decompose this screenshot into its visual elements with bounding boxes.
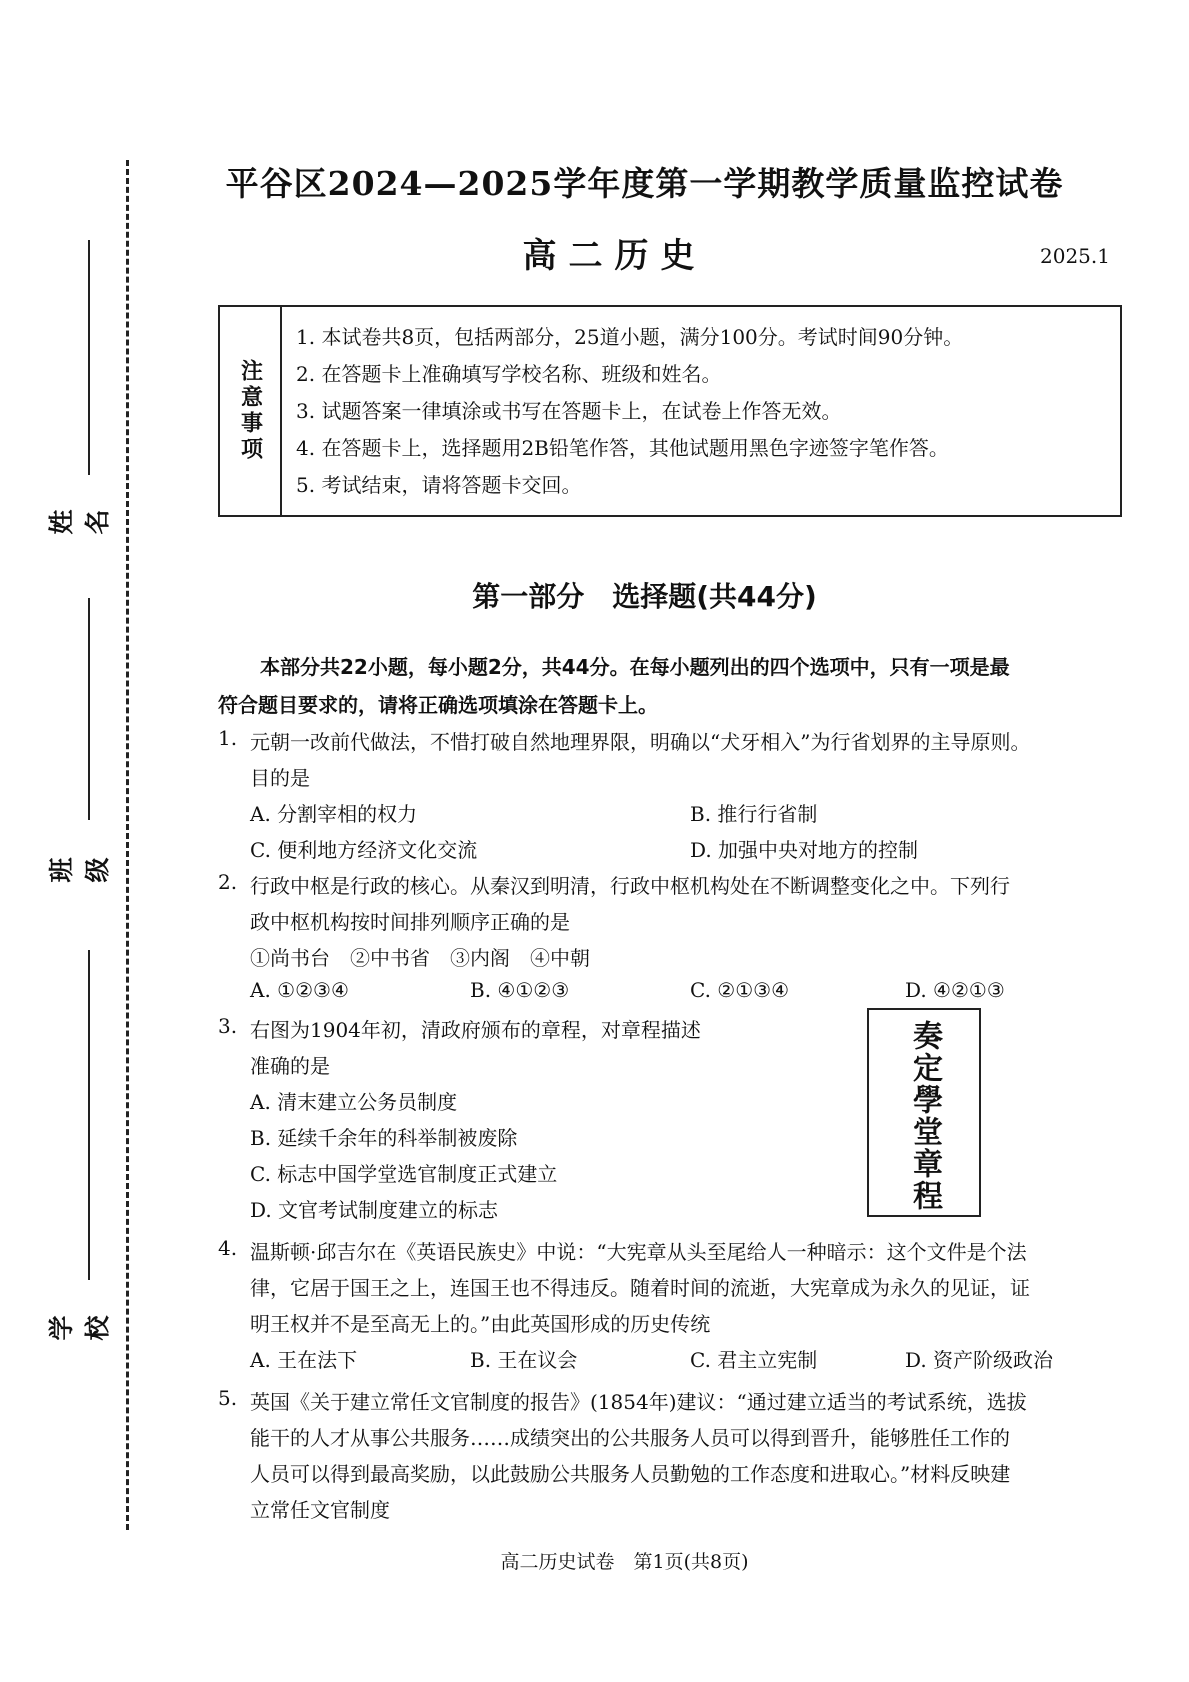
question-number: 4. <box>218 1236 238 1260</box>
question-number: 3. <box>218 1014 238 1038</box>
regulation-title: 奏定學堂章程 <box>907 1019 942 1212</box>
question-stem: 人员可以得到最高奖励，以此鼓励公共服务人员勤勉的工作态度和进取心。”材料反映建 <box>250 1462 1011 1486</box>
option-d[interactable]: D. 加强中央对地方的控制 <box>690 838 919 862</box>
option-c[interactable]: C. ②①③④ <box>690 978 790 1002</box>
question-stem: 右图为1904年初，清政府颁布的章程，对章程描述 <box>250 1018 701 1042</box>
question-stem: 目的是 <box>250 766 310 790</box>
exam-title: 平谷区2024—2025学年度第一学期教学质量监控试卷 <box>225 164 1064 203</box>
option-a[interactable]: A. ①②③④ <box>250 978 349 1002</box>
class-label: 班级 <box>47 857 112 883</box>
question-stem: 律，它居于国王之上，连国王也不得违反。随着时间的流逝，大宪章成为永久的见证，证 <box>250 1276 1030 1300</box>
question-stem: 准确的是 <box>250 1054 330 1078</box>
option-b[interactable]: B. ④①②③ <box>470 978 570 1002</box>
question-number: 2. <box>218 870 238 894</box>
question-stem: 立常任文官制度 <box>250 1498 390 1522</box>
school-field[interactable] <box>47 950 112 1350</box>
option-a[interactable]: A. 清末建立公务员制度 <box>250 1090 458 1114</box>
option-b[interactable]: B. 推行行省制 <box>690 802 818 826</box>
class-field[interactable] <box>47 598 112 888</box>
notice-item: 5. 考试结束，请将答题卡交回。 <box>296 473 582 497</box>
notice-item: 2. 在答题卡上准确填写学校名称、班级和姓名。 <box>296 362 722 386</box>
option-c[interactable]: C. 君主立宪制 <box>690 1348 818 1372</box>
option-b[interactable]: B. 延续千余年的科举制被废除 <box>250 1126 518 1150</box>
question-stem: 能干的人才从事公共服务……成绩突出的公共服务人员可以得到晋升，能够胜任工作的 <box>250 1426 1010 1450</box>
name-label: 姓名 <box>47 509 112 535</box>
class-underline <box>88 598 90 820</box>
section-instructions <box>218 648 1118 724</box>
option-d[interactable]: D. 资产阶级政治 <box>905 1348 1054 1372</box>
regulation-document-image <box>867 1008 981 1217</box>
exam-date: 2025.1 <box>1040 244 1110 268</box>
name-field[interactable] <box>47 240 112 535</box>
option-d[interactable]: D. ④②①③ <box>905 978 1005 1002</box>
question-stem: 温斯顿·邱吉尔在《英语民族史》中说：“大宪章从头至尾给人一种暗示：这个文件是个法 <box>250 1240 1027 1264</box>
option-c[interactable]: C. 便利地方经济文化交流 <box>250 838 478 862</box>
question-items: ①尚书台 ②中书省 ③内阁 ④中朝 <box>250 946 590 970</box>
subject-title: 高二历史 <box>522 236 707 276</box>
notice-item: 1. 本试卷共8页，包括两部分，25道小题，满分100分。考试时间90分钟。 <box>296 325 964 349</box>
question-number: 1. <box>218 726 238 750</box>
page-footer: 高二历史试卷 第1页(共8页) <box>500 1551 749 1573</box>
option-c[interactable]: C. 标志中国学堂选官制度正式建立 <box>250 1162 558 1186</box>
option-a[interactable]: A. 王在法下 <box>250 1348 358 1372</box>
question-stem: 元朝一改前代做法，不惜打破自然地理界限，明确以“犬牙相入”为行省划界的主导原则。 <box>250 730 1031 754</box>
notice-list <box>296 319 1110 504</box>
question-stem: 行政中枢是行政的核心。从秦汉到明清，行政中枢机构处在不断调整变化之中。下列行 <box>250 874 1010 898</box>
school-label: 学校 <box>47 1315 112 1341</box>
instructions-line: 本部分共22小题，每小题2分，共44分。在每小题列出的四个选项中，只有一项是最 <box>260 655 1010 679</box>
notice-item: 4. 在答题卡上，选择题用2B铅笔作答，其他试题用黑色字迹签字笔作答。 <box>296 436 949 460</box>
question-stem: 英国《关于建立常任文官制度的报告》(1854年)建议：“通过建立适当的考试系统，选拔 <box>250 1390 1027 1414</box>
notice-label-cell <box>220 307 282 515</box>
section-title: 第一部分 选择题(共44分) <box>472 580 817 613</box>
binding-cut-line <box>126 160 129 1530</box>
notice-label: 注意事项 <box>237 359 263 463</box>
option-b[interactable]: B. 王在议会 <box>470 1348 578 1372</box>
option-d[interactable]: D. 文官考试制度建立的标志 <box>250 1198 499 1222</box>
question-stem: 政中枢机构按时间排列顺序正确的是 <box>250 910 570 934</box>
question-number: 5. <box>218 1386 238 1410</box>
notice-box <box>218 305 1122 517</box>
question-stem: 明王权并不是至高无上的。”由此英国形成的历史传统 <box>250 1312 711 1336</box>
school-underline <box>88 950 90 1280</box>
instructions-line: 符合题目要求的，请将正确选项填涂在答题卡上。 <box>218 693 658 717</box>
option-a[interactable]: A. 分割宰相的权力 <box>250 802 418 826</box>
notice-item: 3. 试题答案一律填涂或书写在答题卡上，在试卷上作答无效。 <box>296 399 842 423</box>
